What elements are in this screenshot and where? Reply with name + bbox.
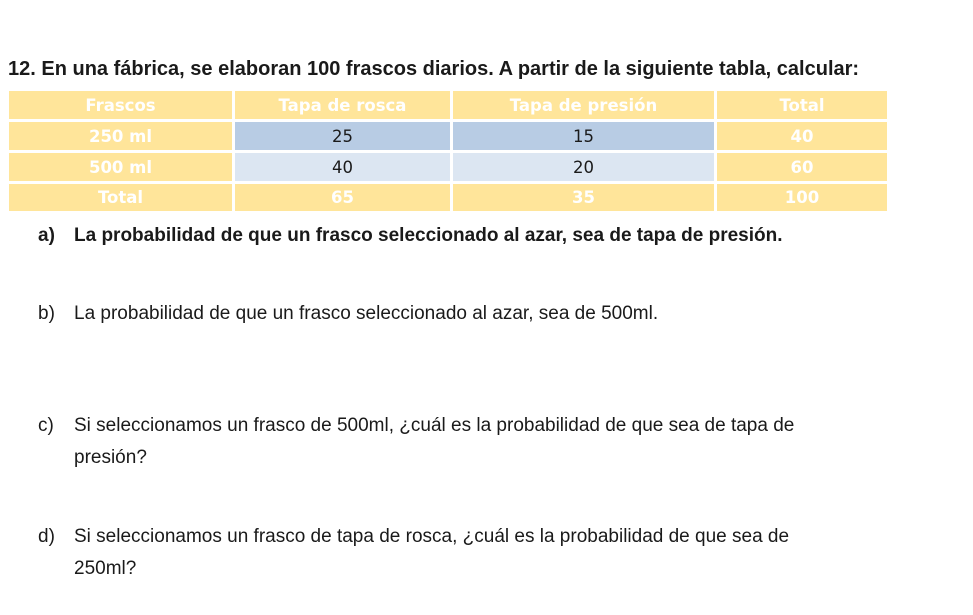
- cell-250-rosca: 25: [235, 122, 450, 150]
- question-letter: c): [38, 415, 54, 436]
- total-label: Total: [9, 184, 232, 211]
- question-text: [74, 521, 789, 585]
- cell-500-rosca: 40: [235, 153, 450, 181]
- question-letter: d): [38, 526, 55, 547]
- header-frascos: Frascos: [9, 91, 232, 119]
- cell-250-presion: 15: [453, 122, 714, 150]
- cell-500-presion: 20: [453, 153, 714, 181]
- row-label-250: 250 ml: [9, 122, 232, 150]
- table-row: [9, 153, 887, 181]
- question-text-line: 250ml?: [74, 558, 137, 579]
- header-tapa-rosca: Tapa de rosca: [235, 91, 450, 119]
- question-text-line: presión?: [74, 447, 147, 468]
- question-text: La probabilidad de que un frasco seleccionado al azar, sea de 500ml.: [74, 303, 659, 324]
- question-letter: b): [38, 303, 55, 324]
- question-text: La probabilidad de que un frasco seleccionado al azar, sea de tapa de presión.: [74, 225, 783, 246]
- total-presion: 35: [453, 184, 714, 211]
- cell-250-total: 40: [717, 122, 887, 150]
- data-table: [6, 88, 890, 214]
- header-tapa-presion: Tapa de presión: [453, 91, 714, 119]
- total-rosca: 65: [235, 184, 450, 211]
- cell-500-total: 60: [717, 153, 887, 181]
- question-text-line: Si seleccionamos un frasco de tapa de rosca, ¿cuál es la probabilidad de que sea de: [74, 526, 790, 547]
- question-letter: a): [38, 225, 55, 246]
- table-row: [9, 122, 887, 150]
- question-text: [74, 410, 794, 474]
- problem-heading: 12. En una fábrica, se elaboran 100 frascos diarios. A partir de la siguiente tabla, calcular:: [8, 58, 860, 80]
- row-label-500: 500 ml: [9, 153, 232, 181]
- header-total: Total: [717, 91, 887, 119]
- table-header-row: [9, 91, 887, 119]
- table-total-row: [9, 184, 887, 211]
- question-text-line: Si seleccionamos un frasco de 500ml, ¿cuál es la probabilidad de que sea de tapa de: [74, 415, 795, 436]
- total-total: 100: [717, 184, 887, 211]
